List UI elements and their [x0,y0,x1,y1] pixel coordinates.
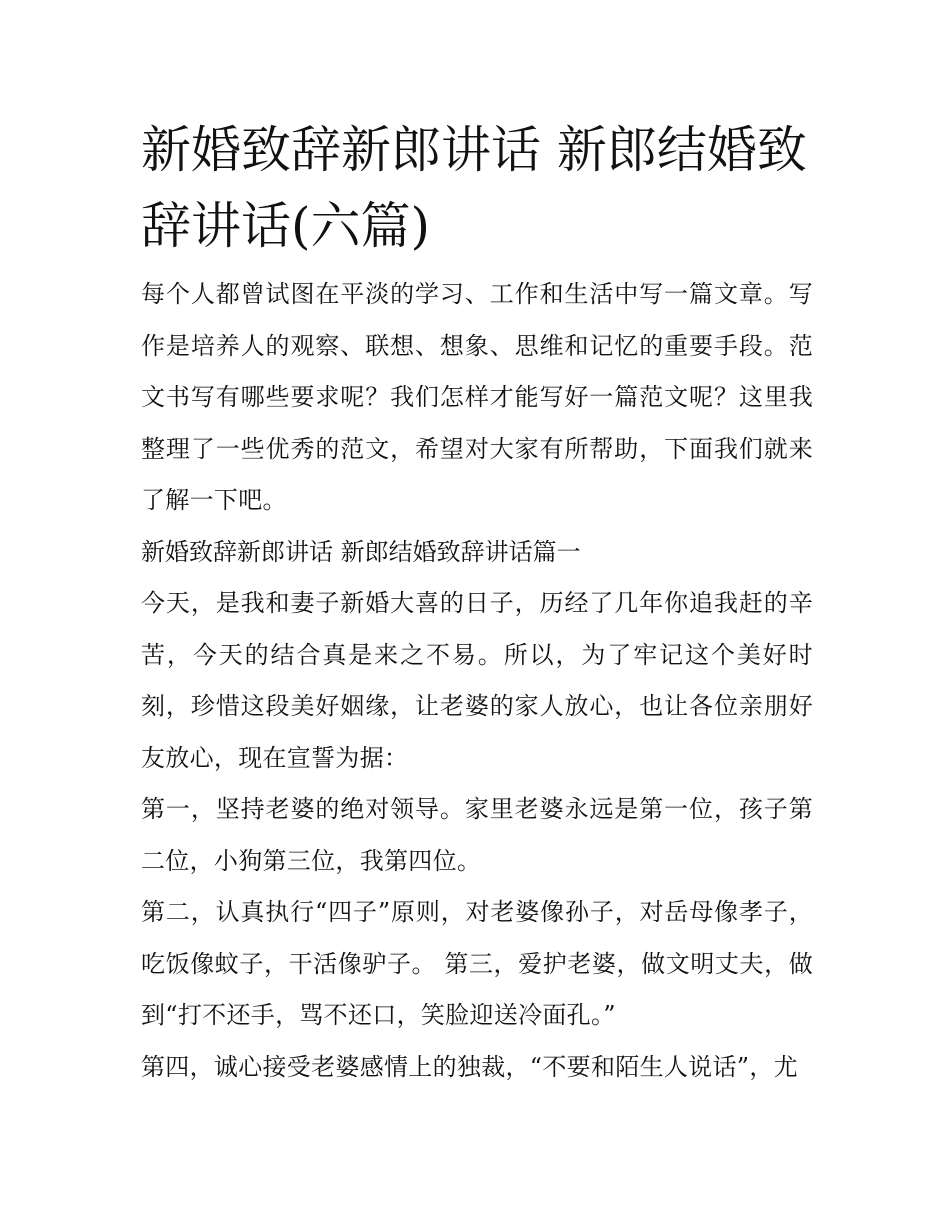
body-paragraph: 今天，是我和妻子新婚大喜的日子，历经了几年你追我赶的辛苦，今天的结合真是来之不易。所以，为了牢记这个美好时刻，珍惜这段美好姻缘，让老婆的家人放心，也让各位亲朋好友放心，现在宣誓为据： [141,589,813,772]
body-paragraph: 第四，诚心接受老婆感情上的独裁，“不要和陌生人说话”，尤 [141,1052,798,1081]
document-page [141,112,813,1093]
body-paragraph: 第一，坚持老婆的绝对领导。家里老婆永远是第一位，孩子第二位，小狗第三位，我第四位。 [141,795,813,875]
intro-paragraph: 每个人都曾试图在平淡的学习、工作和生活中写一篇文章。写作是培养人的观察、联想、想象、思维和记忆的重要手段。范文书写有哪些要求呢？我们怎样才能写好一篇范文呢？这里我整理了一些优秀的范文，希望对大家有所帮助，下面我们就来了解一下吧。 [141,280,813,514]
body-paragraph: 第二，认真执行“四子”原则，对老婆像孙子，对岳母像孝子，吃饭像蚊子，干活像驴子。 第三，爱护老婆，做文明丈夫，做到“打不还手，骂不还口，笑脸迎送冷面孔。” [141,898,813,1029]
document-title: 新婚致辞新郎讲话 新郎结婚致辞讲话(六篇) [141,121,807,255]
section-heading: 新婚致辞新郎讲话 新郎结婚致辞讲话篇一 [141,537,581,566]
